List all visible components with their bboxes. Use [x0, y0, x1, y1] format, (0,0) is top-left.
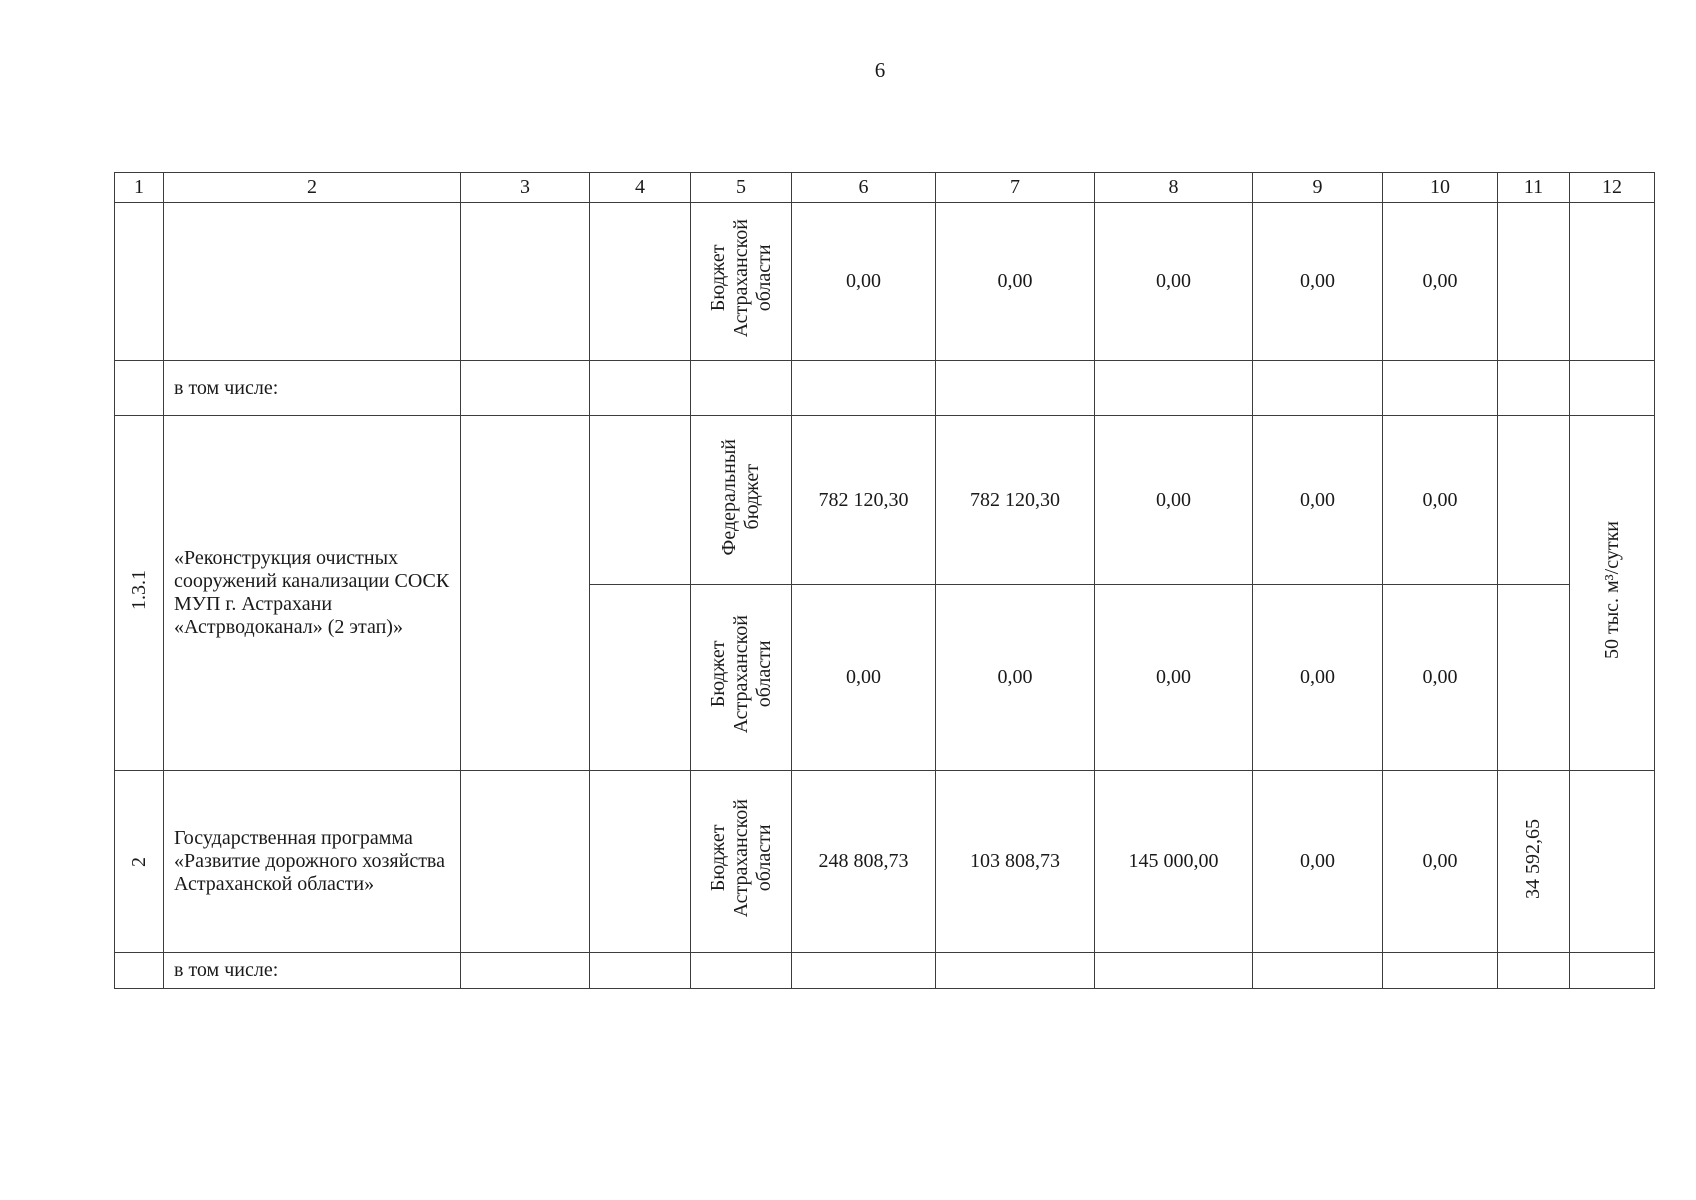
column-number: 6	[792, 173, 936, 203]
value-cell: 0,00	[1095, 585, 1253, 771]
empty-cell	[461, 416, 590, 771]
empty-cell	[792, 361, 936, 416]
value-cell: 0,00	[1253, 203, 1383, 361]
value-cell: 0,00	[936, 585, 1095, 771]
table-row	[115, 771, 1655, 953]
row-number: 1.3.1	[127, 570, 150, 610]
table-row	[115, 416, 1655, 585]
empty-cell	[1498, 203, 1570, 361]
empty-cell	[1095, 361, 1253, 416]
value-cell: 0,00	[1253, 416, 1383, 585]
empty-cell	[461, 361, 590, 416]
empty-cell	[461, 203, 590, 361]
empty-cell	[1383, 361, 1498, 416]
value-cell: 782 120,30	[936, 416, 1095, 585]
column-number: 8	[1095, 173, 1253, 203]
empty-cell	[461, 771, 590, 953]
column-number-row	[115, 173, 1655, 203]
funding-source-label: Бюджет Астраханской области	[706, 219, 775, 338]
empty-cell	[1498, 361, 1570, 416]
value-cell: 145 000,00	[1095, 771, 1253, 953]
funding-source-cell	[691, 416, 792, 585]
column-number: 5	[691, 173, 792, 203]
value-cell: 782 120,30	[792, 416, 936, 585]
funding-source-cell	[691, 585, 792, 771]
value-cell: 0,00	[1383, 771, 1498, 953]
column-number: 10	[1383, 173, 1498, 203]
value-cell: 0,00	[792, 585, 936, 771]
indicator-cell	[1498, 771, 1570, 953]
empty-cell	[1383, 953, 1498, 989]
value-cell: 0,00	[1253, 585, 1383, 771]
table-row	[115, 361, 1655, 416]
page-number: 6	[874, 58, 886, 82]
empty-cell	[590, 771, 691, 953]
value-cell: 0,00	[792, 203, 936, 361]
row-label: в том числе:	[164, 953, 461, 989]
row-name: «Реконструкция очистных сооружений канализации СОСК МУП г. Астрахани «Астрводоканал» (2 этап)»	[174, 547, 450, 638]
value-cell: 0,00	[1383, 416, 1498, 585]
column-number: 1	[115, 173, 164, 203]
value-cell: 0,00	[1383, 203, 1498, 361]
empty-cell	[115, 361, 164, 416]
empty-cell	[590, 203, 691, 361]
funding-source-label: Федеральный бюджет	[718, 438, 763, 556]
empty-cell	[936, 361, 1095, 416]
empty-cell	[691, 953, 792, 989]
empty-cell	[691, 361, 792, 416]
empty-cell	[1498, 953, 1570, 989]
row-number: 2	[127, 857, 150, 867]
column-number: 9	[1253, 173, 1383, 203]
empty-cell	[1498, 585, 1570, 771]
row-number-cell	[115, 416, 164, 771]
empty-cell	[590, 416, 691, 585]
empty-cell	[461, 953, 590, 989]
row-number-cell	[115, 203, 164, 361]
column-number: 3	[461, 173, 590, 203]
funding-source-label: Бюджет Астраханской области	[706, 615, 775, 734]
empty-cell	[792, 953, 936, 989]
empty-cell	[1253, 953, 1383, 989]
column-number: 7	[936, 173, 1095, 203]
capacity-cell	[1570, 416, 1655, 771]
empty-cell	[1570, 771, 1655, 953]
funding-source-cell	[691, 203, 792, 361]
empty-cell	[1253, 361, 1383, 416]
empty-cell	[1095, 953, 1253, 989]
table-row	[115, 203, 1655, 361]
row-number-cell	[115, 771, 164, 953]
value-cell: 248 808,73	[792, 771, 936, 953]
column-number: 11	[1498, 173, 1570, 203]
capacity-value: 50 тыс. м³/сутки	[1600, 520, 1623, 660]
table-row	[115, 953, 1655, 989]
row-label: в том числе:	[164, 361, 461, 416]
empty-cell	[590, 585, 691, 771]
empty-cell	[1570, 361, 1655, 416]
empty-cell	[590, 953, 691, 989]
row-name-cell	[164, 771, 461, 953]
column-number: 12	[1570, 173, 1655, 203]
empty-cell	[1570, 203, 1655, 361]
column-number: 4	[590, 173, 691, 203]
empty-cell	[1498, 416, 1570, 585]
indicator-value: 34 592,65	[1522, 818, 1544, 899]
row-name-cell	[164, 203, 461, 361]
empty-cell	[1570, 953, 1655, 989]
funding-source-cell	[691, 771, 792, 953]
row-name: Государственная программа «Развитие дорожного хозяйства Астраханской области»	[174, 827, 445, 895]
value-cell: 0,00	[936, 203, 1095, 361]
column-number: 2	[164, 173, 461, 203]
funding-source-label: Бюджет Астраханской области	[706, 799, 775, 918]
budget-table	[114, 172, 1655, 989]
value-cell: 103 808,73	[936, 771, 1095, 953]
empty-cell	[590, 361, 691, 416]
value-cell: 0,00	[1383, 585, 1498, 771]
value-cell: 0,00	[1095, 203, 1253, 361]
empty-cell	[936, 953, 1095, 989]
value-cell: 0,00	[1095, 416, 1253, 585]
value-cell: 0,00	[1253, 771, 1383, 953]
empty-cell	[115, 953, 164, 989]
row-name-cell	[164, 416, 461, 771]
